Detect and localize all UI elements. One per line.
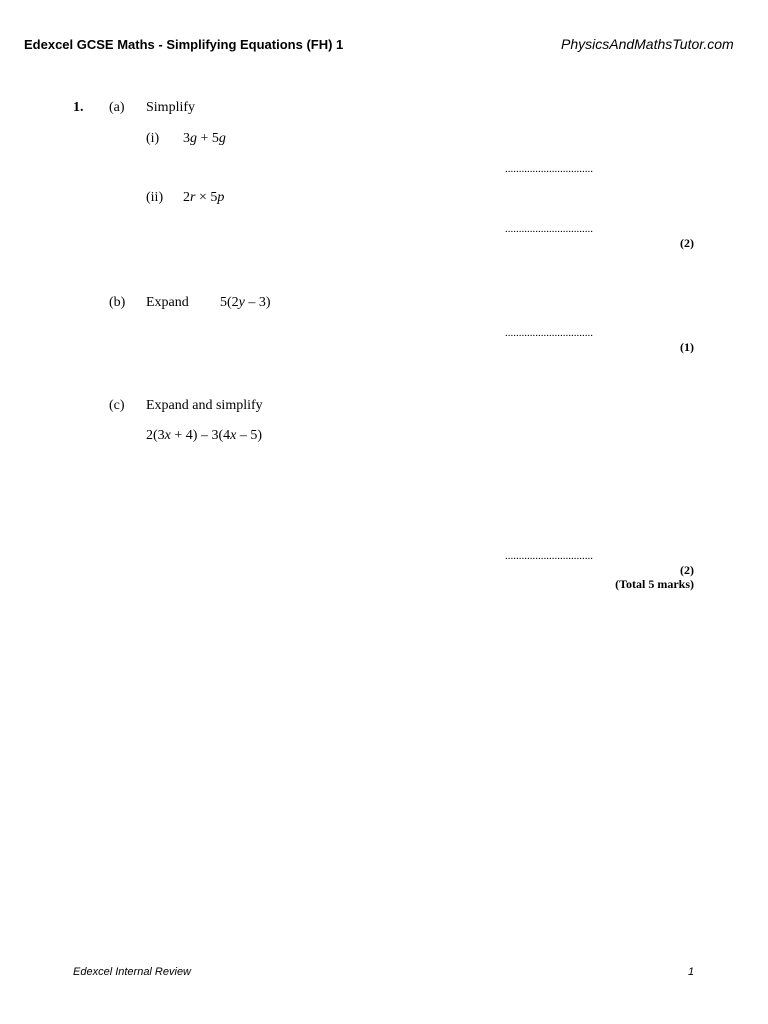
part-c-label: (c)	[109, 398, 125, 413]
part-b-marks: (1)	[680, 340, 694, 354]
part-b-instruction: Expand	[146, 295, 189, 310]
document-title: Edexcel GCSE Maths - Simplifying Equations (FH) 1	[24, 37, 344, 52]
part-a-instruction: Simplify	[146, 100, 196, 115]
part-a-i-label: (i)	[146, 131, 160, 146]
answer-line-a-i: ................................	[505, 163, 593, 175]
part-b-label: (b)	[109, 295, 126, 310]
question-number: 1.	[73, 100, 84, 115]
part-a-label: (a)	[109, 100, 125, 115]
site-name: PhysicsAndMathsTutor.com	[561, 36, 734, 52]
part-c-expression: 2(3x + 4) – 3(4x – 5)	[146, 428, 263, 443]
part-c-marks: (2)	[680, 563, 694, 577]
page-number: 1	[688, 966, 695, 978]
part-a-ii-expression: 2r × 5p	[183, 190, 225, 205]
part-b-expression: 5(2y – 3)	[220, 295, 271, 310]
answer-line-c: ................................	[505, 550, 593, 562]
part-a-marks: (2)	[680, 236, 694, 250]
answer-line-a-ii: ................................	[505, 223, 593, 235]
part-a-i-expression: 3g + 5g	[183, 131, 226, 146]
part-a-ii-label: (ii)	[146, 190, 164, 205]
footer-source: Edexcel Internal Review	[73, 966, 192, 978]
part-c-instruction: Expand and simplify	[146, 398, 263, 413]
total-marks: (Total 5 marks)	[615, 577, 694, 591]
answer-line-b: ................................	[505, 327, 593, 339]
